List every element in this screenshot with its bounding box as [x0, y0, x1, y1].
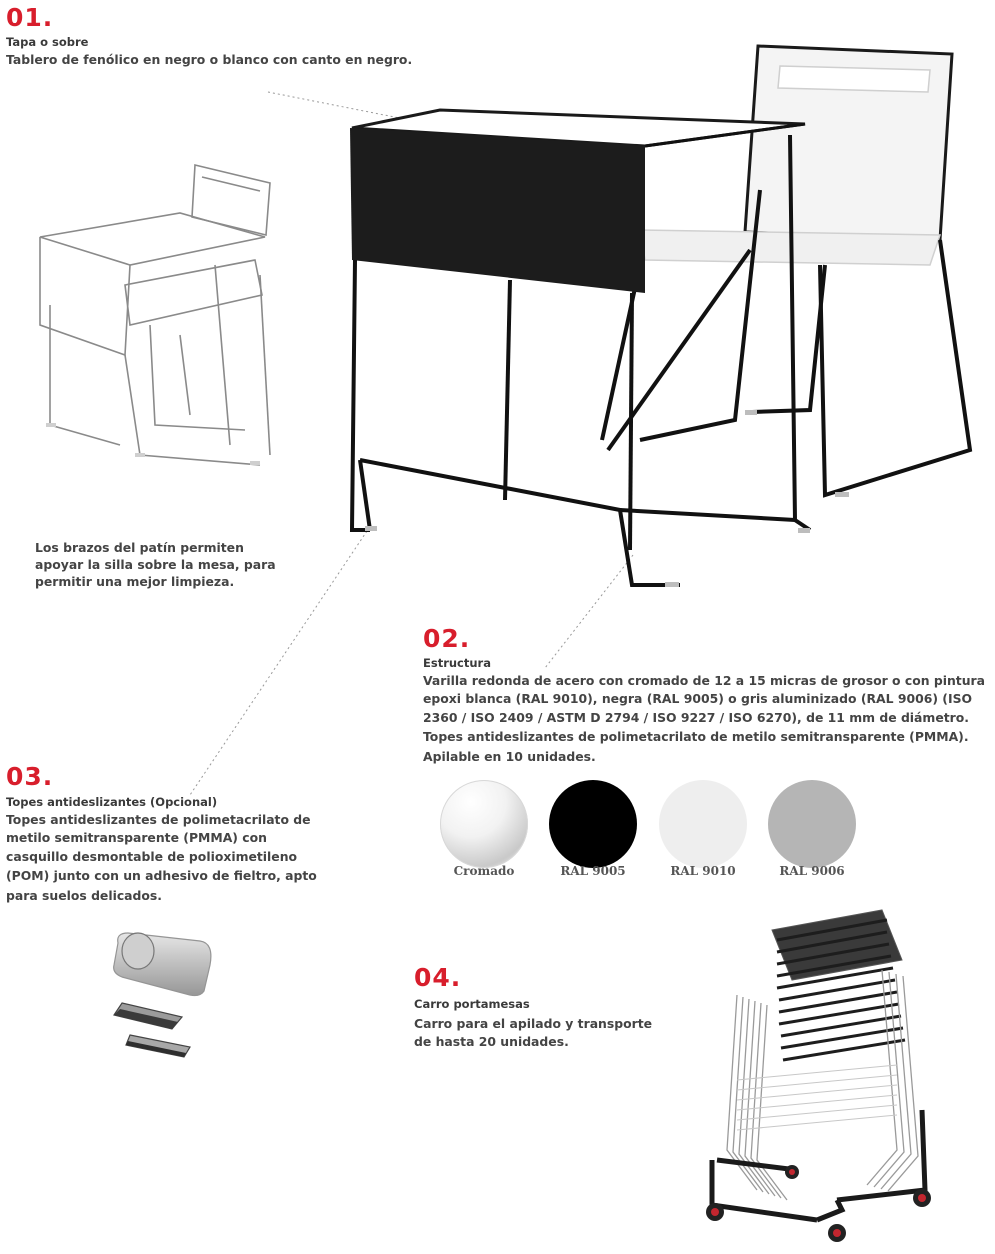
- section-01-number: 01.: [6, 3, 54, 32]
- section-02-line-2: epoxi blanca (RAL 9010), negra (RAL 9005) o gris aluminizado (RAL 9006) (ISO: [423, 691, 973, 706]
- swatch-ral-9005: [549, 780, 637, 868]
- section-02-line-5: Apilable en 10 unidades.: [423, 749, 596, 764]
- section-03-line-2: metilo semitransparente (PMMA) con: [6, 830, 267, 845]
- swatch-label-ral-9005: RAL 9005: [560, 864, 626, 878]
- chair-on-table-sketch: [30, 155, 290, 495]
- section-02-line-1: Varilla redonda de acero con cromado de 12 a 15 micras de grosor o con pintura: [423, 673, 986, 688]
- section-01-title: Tapa o sobre: [6, 35, 89, 49]
- section-02-title: Estructura: [423, 656, 491, 670]
- section-02-line-4: Topes antideslizantes de polimetacrilato de metilo semitransparente (PMMA).: [423, 729, 969, 744]
- note-line-1: Los brazos del patín permiten: [35, 540, 244, 555]
- section-03-line-5: para suelos delicados.: [6, 888, 163, 903]
- section-04-line-2: de hasta 20 unidades.: [414, 1034, 569, 1049]
- section-03-title: Topes antideslizantes (Opcional): [6, 795, 218, 809]
- stacking-cart-image: [697, 900, 967, 1250]
- section-03-number: 03.: [6, 762, 54, 791]
- section-02-number: 02.: [423, 624, 471, 653]
- section-03-line-1: Topes antideslizantes de polimetacrilato de: [6, 812, 311, 827]
- swatch-label-cromado: Cromado: [453, 864, 515, 878]
- glide-parts-image: [100, 925, 230, 1065]
- swatch-label-ral-9010: RAL 9010: [670, 864, 736, 878]
- note-line-3: permitir una mejor limpieza.: [35, 574, 235, 589]
- section-01-text: Tablero de fenólico en negro o blanco con canto en negro.: [6, 52, 413, 67]
- note-line-2: apoyar la silla sobre la mesa, para: [35, 557, 276, 572]
- section-04-line-1: Carro para el apilado y transporte: [414, 1016, 653, 1031]
- section-04-title: Carro portamesas: [414, 997, 530, 1011]
- section-03-line-4: (POM) junto con un adhesivo de fieltro, apto: [6, 868, 317, 883]
- section-04-number: 04.: [414, 963, 462, 992]
- swatch-label-ral-9006: RAL 9006: [779, 864, 845, 878]
- swatch-cromado: [440, 780, 528, 868]
- table-and-chair-image: [340, 40, 980, 600]
- swatch-ral-9010: [659, 780, 747, 868]
- swatch-ral-9006: [768, 780, 856, 868]
- section-03-line-3: casquillo desmontable de polioximetileno: [6, 849, 298, 864]
- section-02-line-3: 2360 / ISO 2409 / ASTM D 2794 / ISO 9227 / ISO 6270), de 11 mm de diámetro.: [423, 710, 969, 725]
